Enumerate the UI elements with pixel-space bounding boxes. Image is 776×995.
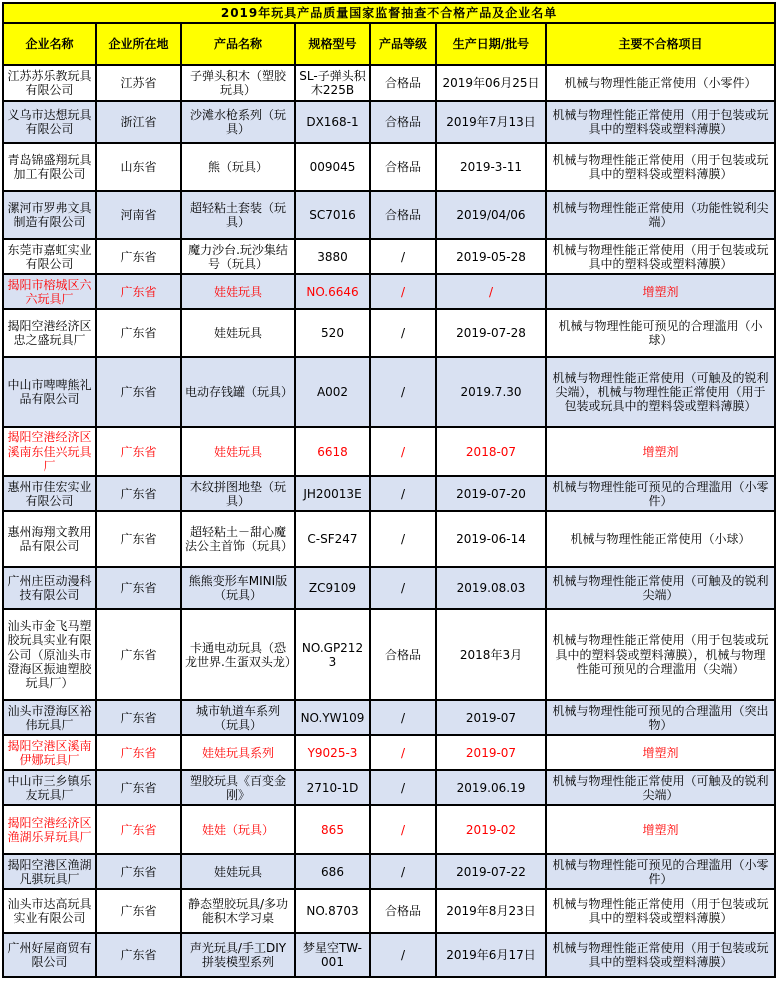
cell-issues: 机械与物理性能正常使用（用于包装或玩具中的塑料袋或塑料薄膜），机械与物理性能可预见的合理滥用（尖端） <box>546 609 775 700</box>
cell-spec: 009045 <box>295 143 370 191</box>
cell-grade: 合格品 <box>370 101 436 143</box>
table-row <box>3 476 775 511</box>
cell-date: 2019年06月25日 <box>436 65 546 101</box>
cell-company: 中山市啤啤熊礼品有限公司 <box>3 357 96 427</box>
cell-grade: / <box>370 357 436 427</box>
cell-grade: / <box>370 700 436 735</box>
table-row <box>3 239 775 274</box>
cell-issues: 机械与物理性能可预见的合理滥用（小零件） <box>546 854 775 889</box>
cell-region: 广东省 <box>96 309 181 357</box>
cell-spec: ZC9109 <box>295 567 370 609</box>
cell-product: 城市轨道车系列（玩具） <box>181 700 295 735</box>
cell-product: 娃娃玩具 <box>181 309 295 357</box>
cell-company: 惠州市佳宏实业有限公司 <box>3 476 96 511</box>
cell-spec: NO.YW109 <box>295 700 370 735</box>
cell-product: 电动存钱罐（玩具） <box>181 357 295 427</box>
cell-region: 广东省 <box>96 511 181 567</box>
cell-region: 广东省 <box>96 854 181 889</box>
cell-product: 熊（玩具） <box>181 143 295 191</box>
cell-region: 广东省 <box>96 274 181 309</box>
column-product: 产品名称 <box>181 23 295 65</box>
cell-company: 汕头市达高玩具实业有限公司 <box>3 889 96 933</box>
cell-grade: / <box>370 511 436 567</box>
column-region: 企业所在地 <box>96 23 181 65</box>
cell-spec: DX168-1 <box>295 101 370 143</box>
cell-spec: A002 <box>295 357 370 427</box>
cell-spec: SL-子弹头积木225B <box>295 65 370 101</box>
cell-date: 2019-07-22 <box>436 854 546 889</box>
cell-date: 2019-07-20 <box>436 476 546 511</box>
cell-region: 广东省 <box>96 567 181 609</box>
cell-spec: 梦星空TW-001 <box>295 933 370 977</box>
cell-issues: 机械与物理性能正常使用（可触及的锐利尖端） <box>546 567 775 609</box>
cell-product: 子弹头积木（塑胶玩具） <box>181 65 295 101</box>
cell-grade: / <box>370 274 436 309</box>
cell-grade: / <box>370 854 436 889</box>
cell-region: 广东省 <box>96 239 181 274</box>
cell-date: 2019-3-11 <box>436 143 546 191</box>
table-row <box>3 309 775 357</box>
table-body <box>3 65 775 977</box>
cell-grade: 合格品 <box>370 889 436 933</box>
table-row <box>3 427 775 476</box>
cell-issues: 机械与物理性能可预见的合理滥用（小球） <box>546 309 775 357</box>
cell-company: 揭阳空港区溪南伊娜玩具厂 <box>3 735 96 770</box>
cell-issues: 机械与物理性能正常使用（可触及的锐利尖端），机械与物理性能正常使用（用于包装或玩具中的塑料袋或塑料薄膜） <box>546 357 775 427</box>
cell-grade: / <box>370 476 436 511</box>
table-row <box>3 357 775 427</box>
cell-company: 汕头市澄海区裕伟玩具厂 <box>3 700 96 735</box>
column-company: 企业名称 <box>3 23 96 65</box>
cell-company: 东莞市嘉虹实业有限公司 <box>3 239 96 274</box>
cell-issues: 机械与物理性能正常使用（用于包装或玩具中的塑料袋或塑料薄膜） <box>546 101 775 143</box>
cell-company: 揭阳市榕城区六六玩具厂 <box>3 274 96 309</box>
report-table <box>2 2 776 978</box>
cell-company: 揭阳空港经济区忠之盛玩具厂 <box>3 309 96 357</box>
cell-date: 2019-07 <box>436 700 546 735</box>
cell-region: 广东省 <box>96 805 181 854</box>
cell-grade: / <box>370 239 436 274</box>
cell-company: 揭阳空港经济区渔湖乐昇玩具厂 <box>3 805 96 854</box>
cell-issues: 增塑剂 <box>546 427 775 476</box>
cell-product: 娃娃玩具系列 <box>181 735 295 770</box>
cell-region: 广东省 <box>96 933 181 977</box>
cell-company: 揭阳空港经济区溪南东佳兴玩具厂 <box>3 427 96 476</box>
cell-date: 2019.7.30 <box>436 357 546 427</box>
cell-date: 2019-07 <box>436 735 546 770</box>
cell-grade: 合格品 <box>370 143 436 191</box>
cell-date: 2018年3月 <box>436 609 546 700</box>
cell-region: 广东省 <box>96 700 181 735</box>
cell-product: 塑胶玩具《百变金刚》 <box>181 770 295 805</box>
cell-spec: 865 <box>295 805 370 854</box>
cell-grade: / <box>370 309 436 357</box>
cell-company: 义乌市达想玩具有限公司 <box>3 101 96 143</box>
cell-date: 2019年8月23日 <box>436 889 546 933</box>
column-spec: 规格型号 <box>295 23 370 65</box>
cell-date: 2019-07-28 <box>436 309 546 357</box>
table-row <box>3 700 775 735</box>
cell-spec: NO.6646 <box>295 274 370 309</box>
cell-grade: 合格品 <box>370 191 436 239</box>
cell-spec: NO.GP2123 <box>295 609 370 700</box>
cell-grade: 合格品 <box>370 609 436 700</box>
cell-issues: 机械与物理性能正常使用（用于包装或玩具中的塑料袋或塑料薄膜） <box>546 143 775 191</box>
cell-company: 广州好屋商贸有限公司 <box>3 933 96 977</box>
cell-issues: 机械与物理性能可预见的合理滥用（小零件） <box>546 476 775 511</box>
table-row <box>3 735 775 770</box>
cell-spec: SC7016 <box>295 191 370 239</box>
cell-company: 漯河市罗弗文具制造有限公司 <box>3 191 96 239</box>
table-row <box>3 889 775 933</box>
cell-product: 娃娃玩具 <box>181 854 295 889</box>
page-title: 2019年玩具产品质量国家监督抽查不合格产品及企业名单 <box>3 3 775 23</box>
cell-grade: / <box>370 770 436 805</box>
cell-product: 木纹拼图地垫（玩具） <box>181 476 295 511</box>
table-row <box>3 143 775 191</box>
cell-product: 超轻粘土－甜心魔法公主首饰（玩具） <box>181 511 295 567</box>
cell-issues: 机械与物理性能正常使用（用于包装或玩具中的塑料袋或塑料薄膜） <box>546 239 775 274</box>
cell-region: 广东省 <box>96 889 181 933</box>
cell-region: 广东省 <box>96 357 181 427</box>
cell-spec: NO.8703 <box>295 889 370 933</box>
cell-issues: 机械与物理性能正常使用（功能性锐利尖端） <box>546 191 775 239</box>
cell-spec: 6618 <box>295 427 370 476</box>
cell-company: 广州庄臣动漫科技有限公司 <box>3 567 96 609</box>
cell-company: 汕头市金飞马塑胶玩具实业有限公司（原汕头市澄海区振迪塑胶玩具厂） <box>3 609 96 700</box>
cell-grade: / <box>370 735 436 770</box>
cell-company: 惠州海翔文教用品有限公司 <box>3 511 96 567</box>
cell-spec: JH20013E <box>295 476 370 511</box>
cell-date: 2019-06-14 <box>436 511 546 567</box>
cell-product: 声光玩具/手工DIY拼装模型系列 <box>181 933 295 977</box>
cell-issues: 机械与物理性能正常使用（用于包装或玩具中的塑料袋或塑料薄膜） <box>546 889 775 933</box>
cell-spec: 2710-1D <box>295 770 370 805</box>
cell-region: 江苏省 <box>96 65 181 101</box>
cell-issues: 机械与物理性能正常使用（小零件） <box>546 65 775 101</box>
cell-issues: 增塑剂 <box>546 735 775 770</box>
cell-date: 2019年7月13日 <box>436 101 546 143</box>
table-row <box>3 65 775 101</box>
cell-spec: 686 <box>295 854 370 889</box>
cell-issues: 机械与物理性能正常使用（小球） <box>546 511 775 567</box>
cell-region: 河南省 <box>96 191 181 239</box>
table-row <box>3 101 775 143</box>
cell-company: 揭阳空港区渔湖凡骐玩具厂 <box>3 854 96 889</box>
table-row <box>3 854 775 889</box>
cell-date: 2019-05-28 <box>436 239 546 274</box>
cell-date: 2019.06.19 <box>436 770 546 805</box>
table-row <box>3 609 775 700</box>
cell-region: 山东省 <box>96 143 181 191</box>
cell-company: 江苏苏乐教玩具有限公司 <box>3 65 96 101</box>
cell-spec: Y9025-3 <box>295 735 370 770</box>
cell-date: 2019-02 <box>436 805 546 854</box>
table-row <box>3 933 775 977</box>
table-row <box>3 191 775 239</box>
cell-date: 2019/04/06 <box>436 191 546 239</box>
cell-issues: 机械与物理性能正常使用（用于包装或玩具中的塑料袋或塑料薄膜） <box>546 933 775 977</box>
column-date: 生产日期/批号 <box>436 23 546 65</box>
cell-region: 广东省 <box>96 735 181 770</box>
cell-product: 娃娃玩具 <box>181 427 295 476</box>
cell-date: 2018-07 <box>436 427 546 476</box>
header-row <box>3 23 775 65</box>
table-row <box>3 567 775 609</box>
cell-region: 广东省 <box>96 609 181 700</box>
cell-grade: 合格品 <box>370 65 436 101</box>
cell-issues: 机械与物理性能可预见的合理滥用（突出物） <box>546 700 775 735</box>
table-row <box>3 805 775 854</box>
column-issues: 主要不合格项目 <box>546 23 775 65</box>
cell-product: 卡通电动玩具（恐龙世界.生蛋双头龙） <box>181 609 295 700</box>
cell-region: 广东省 <box>96 770 181 805</box>
cell-grade: / <box>370 805 436 854</box>
cell-issues: 机械与物理性能正常使用（可触及的锐利尖端） <box>546 770 775 805</box>
title-row <box>3 3 775 23</box>
cell-product: 熊熊变形车MINI版（玩具） <box>181 567 295 609</box>
cell-grade: / <box>370 567 436 609</box>
cell-region: 广东省 <box>96 476 181 511</box>
cell-grade: / <box>370 427 436 476</box>
cell-product: 娃娃（玩具） <box>181 805 295 854</box>
table-row <box>3 511 775 567</box>
cell-region: 浙江省 <box>96 101 181 143</box>
cell-product: 静态塑胶玩具/多功能积木学习桌 <box>181 889 295 933</box>
cell-spec: C-SF247 <box>295 511 370 567</box>
cell-region: 广东省 <box>96 427 181 476</box>
cell-date: 2019.08.03 <box>436 567 546 609</box>
cell-company: 青岛锦盛翔玩具加工有限公司 <box>3 143 96 191</box>
cell-product: 沙滩水枪系列（玩具） <box>181 101 295 143</box>
cell-date: 2019年6月17日 <box>436 933 546 977</box>
table-row <box>3 274 775 309</box>
cell-issues: 增塑剂 <box>546 274 775 309</box>
cell-grade: / <box>370 933 436 977</box>
cell-product: 超轻粘土套装（玩具） <box>181 191 295 239</box>
cell-company: 中山市三乡镇乐友玩具厂 <box>3 770 96 805</box>
table-row <box>3 770 775 805</box>
cell-product: 娃娃玩具 <box>181 274 295 309</box>
cell-issues: 增塑剂 <box>546 805 775 854</box>
cell-spec: 520 <box>295 309 370 357</box>
column-grade: 产品等级 <box>370 23 436 65</box>
cell-date: / <box>436 274 546 309</box>
cell-spec: 3880 <box>295 239 370 274</box>
cell-product: 魔力沙台.玩沙集结号（玩具） <box>181 239 295 274</box>
